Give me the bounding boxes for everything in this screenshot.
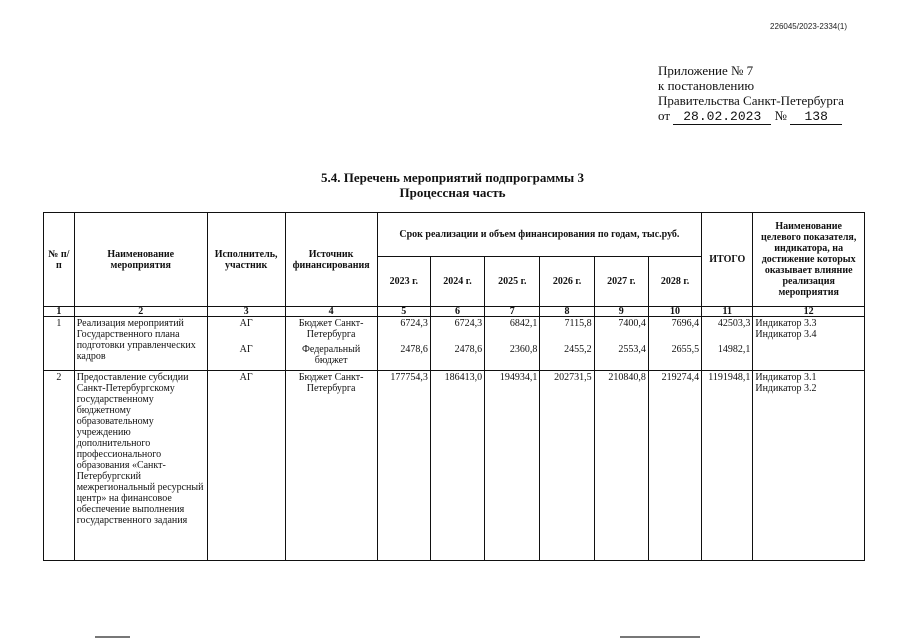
appendix-line-3: Правительства Санкт-Петербурга [658,93,844,108]
column-number: 3 [207,307,285,317]
value-cell: 219274,4 [648,371,701,561]
total-cell: 14982,1 [702,343,753,371]
value-cell: 2478,6 [430,343,484,371]
registration-number: 226045/2023-2334(1) [770,22,847,31]
appendix-line-1: Приложение № 7 [658,63,754,78]
table-row [44,317,865,343]
value-cell: 186413,0 [430,371,484,561]
column-number-row [44,307,865,317]
total-cell: 1191948,1 [702,371,753,561]
title-line-2: Процессная часть [399,185,506,200]
column-number: 6 [430,307,484,317]
header-year: 2025 г. [485,257,540,307]
column-number: 2 [74,307,207,317]
value-cell: 6842,1 [485,317,540,343]
indicator-item: Индикатор 3.4 [755,329,817,340]
value-cell: 194934,1 [485,371,540,561]
indicator-item: Индикатор 3.1 [755,372,817,383]
appendix-from-prefix: от [658,108,671,123]
row-source: Бюджет Санкт-Петербурга [285,371,377,561]
column-number: 9 [594,307,648,317]
indicator-cell [753,371,865,561]
header-num: № п/п [44,213,75,307]
table-row [44,371,865,561]
row-source: Федеральный бюджет [285,343,377,371]
indicator-item: Индикатор 3.2 [755,383,817,394]
value-cell: 2455,2 [540,343,594,371]
value-cell: 177754,3 [377,371,430,561]
value-cell: 2478,6 [377,343,430,371]
appendix-block [658,63,878,125]
header-year: 2027 г. [594,257,648,307]
column-number: 4 [285,307,377,317]
value-cell: 210840,8 [594,371,648,561]
appendix-number-prefix: № [774,108,787,123]
value-cell: 6724,3 [430,317,484,343]
header-year: 2026 г. [540,257,594,307]
header-year: 2024 г. [430,257,484,307]
page-bottom-edge [0,636,905,638]
indicator-item: Индикатор 3.3 [755,318,817,329]
column-number: 5 [377,307,430,317]
value-cell: 6724,3 [377,317,430,343]
header-executor: Исполнитель, участник [207,213,285,307]
row-num: 2 [44,371,75,561]
appendix-date: 28.02.2023 [673,109,771,125]
header-period: Срок реализации и объем финансирования по годам, тыс.руб. [377,213,702,257]
column-number: 10 [648,307,701,317]
row-executor: АГ [207,317,285,343]
value-cell: 7696,4 [648,317,701,343]
column-number: 1 [44,307,75,317]
value-cell: 2655,5 [648,343,701,371]
row-executor: АГ [207,343,285,371]
header-source: Источник финансирования [285,213,377,307]
row-name: Реализация мероприятий Государственного плана подготовки управленческих кадров [74,317,207,371]
value-cell: 202731,5 [540,371,594,561]
appendix-date-line [658,108,878,125]
header-name: Наименование мероприятия [74,213,207,307]
column-number: 12 [753,307,865,317]
appendix-line-2: к постановлению [658,78,755,93]
row-executor: АГ [207,371,285,561]
indicator-cell [753,317,865,371]
column-number: 8 [540,307,594,317]
header-total: ИТОГО [702,213,753,307]
title-line-1: 5.4. Перечень мероприятий подпрограммы 3 [321,170,584,185]
column-number: 7 [485,307,540,317]
column-number: 11 [702,307,753,317]
row-num: 1 [44,317,75,371]
row-name: Предоставление субсидии Санкт-Петербургскому государственному бюджетному образовательному учреждению дополнительного профессионального образования «Санкт-Петербургский межрегиональный ресурсный центр» на финансовое обеспечение выполнения государственного задания [74,371,207,561]
row-source: Бюджет Санкт-Петербурга [285,317,377,343]
document-title [0,170,905,200]
value-cell: 2553,4 [594,343,648,371]
value-cell: 2360,8 [485,343,540,371]
value-cell: 7115,8 [540,317,594,343]
appendix-number: 138 [790,109,842,125]
activities-table [43,212,865,561]
header-year: 2028 г. [648,257,701,307]
value-cell: 7400,4 [594,317,648,343]
header-indicator: Наименование целевого показателя, индикатора, на достижение которых оказывает влияние реализация мероприятия [753,213,865,307]
header-year: 2023 г. [377,257,430,307]
total-cell: 42503,3 [702,317,753,343]
